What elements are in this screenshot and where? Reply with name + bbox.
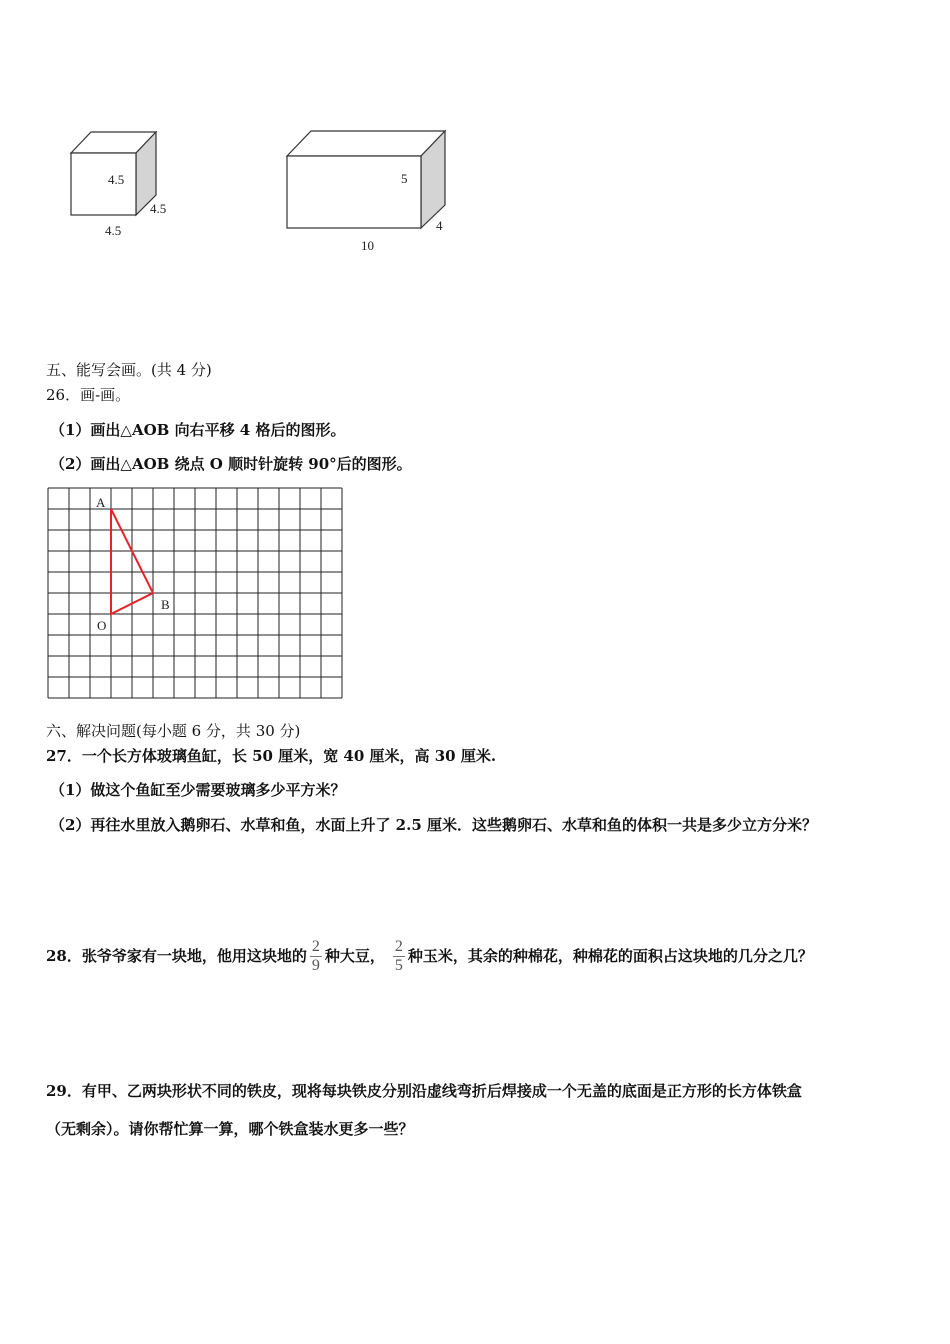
- q28-frac1-denominator: 9: [311, 956, 320, 974]
- q28-fraction-1: [310, 938, 322, 975]
- q27-part1: （1）做这个鱼缸至少需要玻璃多少平方米？: [50, 781, 346, 799]
- q29-line1: 29．有甲、乙两块形状不同的铁皮，现将每块铁皮分别沿虚线弯折后焊接成一个无盖的底面是正方形的长方体铁盒: [46, 1082, 802, 1100]
- q28-frac2-denominator: 5: [394, 956, 403, 974]
- grid-lines: [48, 488, 342, 698]
- q27-stem: 27．一个长方体玻璃鱼缸，长 50 厘米，宽 40 厘米，高 30 厘米.: [46, 747, 497, 765]
- section5-heading: 五、能写会画。(共 4 分): [46, 361, 212, 379]
- q28-line: [46, 928, 813, 984]
- cube-label-front: 4.5: [108, 172, 125, 187]
- q28-middle: 种大豆，: [324, 947, 385, 965]
- section6-heading: 六、解决问题(每小题 6 分，共 30 分): [46, 722, 301, 740]
- q28-prefix: 28．张爷爷家有一块地，他用这块地的: [46, 947, 307, 965]
- cube-figure: [60, 125, 190, 245]
- q29-line2: （无剩余）。请你帮忙算一算，哪个铁盒装水更多一些？: [46, 1120, 414, 1138]
- cuboid-label-side: 4: [436, 218, 443, 233]
- point-b-label: B: [161, 597, 170, 612]
- cube-front-face: [71, 153, 136, 215]
- cuboid-label-front: 5: [401, 171, 408, 186]
- q26-part2: （2）画出△AOB 绕点 O 顺时针旋转 90°后的图形。: [50, 455, 412, 473]
- cuboid-label-bottom: 10: [361, 238, 374, 253]
- q26-stem: 26．画-画。: [46, 386, 131, 404]
- point-o-label: O: [97, 618, 107, 633]
- point-a-label: A: [96, 495, 106, 510]
- q28-suffix: 种玉米，其余的种棉花，种棉花的面积占这块地的几分之几？: [407, 947, 813, 965]
- q28-frac2-numerator: 2: [394, 937, 403, 955]
- cube-label-side: 4.5: [150, 201, 167, 216]
- cuboid-top-face: [287, 131, 445, 156]
- q26-part1: （1）画出△AOB 向右平移 4 格后的图形。: [50, 421, 346, 439]
- q28-frac1-numerator: 2: [311, 937, 320, 955]
- cuboid-figure: [280, 125, 460, 260]
- cube-label-bottom: 4.5: [105, 223, 122, 238]
- cuboid-front-face: [287, 156, 421, 228]
- grid-figure: [40, 480, 360, 715]
- q27-part2: （2）再往水里放入鹅卵石、水草和鱼，水面上升了 2.5 厘米．这些鹅卵石、水草和鱼的体积一共是多少立方分米？: [50, 816, 817, 834]
- q28-fraction-2: [393, 938, 405, 975]
